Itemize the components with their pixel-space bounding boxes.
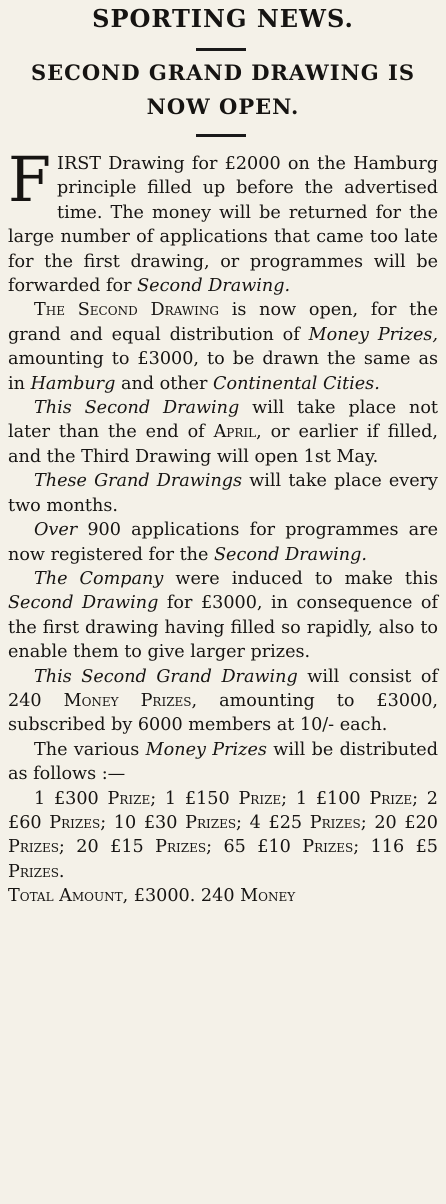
paragraph-3 — [8, 396, 438, 469]
text-italic: Money Prizes, — [308, 324, 438, 345]
text-italic: Second Drawing. — [137, 276, 291, 297]
text: 900 applications for programmes are now registered for the — [8, 520, 438, 565]
text-italic: These Grand Drawings — [34, 471, 243, 492]
paragraph-4 — [8, 469, 438, 518]
ad-title-line-1: SECOND GRAND DRAWING IS — [30, 60, 416, 85]
text: were induced to make this — [163, 568, 438, 589]
paragraph-2 — [8, 298, 438, 396]
text-italic: Second Drawing — [8, 593, 159, 614]
text: The various — [34, 739, 146, 760]
text-italic: Money Prizes — [145, 739, 267, 760]
text-smallcaps: Money Prizes, — [63, 690, 198, 711]
paragraph-8 — [8, 738, 438, 787]
text: amounting to £3000, subscribed by 6000 members at 10/- each. — [8, 690, 438, 736]
text-smallcaps: April, — [213, 422, 262, 443]
text-italic: The Company — [34, 568, 164, 589]
text: IRST Drawing for £2000 on the Hamburg principle filled up before the advertised time. The money will be returned for the large number of applications that came too late for the first drawing, or programmes will be forwarded for — [8, 154, 438, 297]
text: or earlier if filled, and the Third Drawing will open 1st May. — [8, 422, 438, 467]
paragraph-6 — [8, 567, 438, 665]
ad-title-line-2: NOW OPEN. — [146, 94, 300, 119]
text: will be distributed as follows :— — [8, 739, 438, 785]
text: will take place not later than the end of — [8, 398, 438, 443]
text: will consist of 240 — [8, 666, 439, 711]
text: and other — [115, 373, 214, 394]
text: will take place every two months. — [8, 471, 438, 516]
text-italic: This Second Drawing — [34, 398, 240, 419]
text-smallcaps: The Second Drawing — [34, 300, 219, 321]
text: for £3000, in consequence of the first drawing having filled so rapidly, also to enable them to give larger prizes. — [8, 593, 439, 663]
text-italic: Continental Cities. — [213, 373, 380, 394]
paragraph-1 — [8, 143, 438, 298]
section-heading: SPORTING NEWS. — [92, 4, 354, 33]
heading-rule — [196, 48, 246, 51]
title-rule — [196, 134, 246, 137]
article-body — [8, 143, 439, 909]
text-italic: Over — [34, 520, 78, 541]
prize-list: 1 £300 Prize; 1 £150 Prize; 1 £100 Prize; 2 £60 Prizes; 10 £30 Prizes; 4 £25 Prizes; 20 £20 Prizes; 20 £15 Prizes; 65 £10 Prizes; 116 £5 Prizes. — [8, 788, 438, 882]
paragraph-7 — [8, 665, 438, 738]
text-italic: Hamburg — [30, 373, 116, 394]
total-amount-line: Total Amount, £3000. 240 Money — [8, 886, 296, 907]
text: is now open, for the grand and equal distribution of — [8, 300, 438, 345]
text-italic: Second Drawing. — [214, 544, 367, 565]
drop-cap: F — [8, 143, 52, 216]
text-italic: This Second Grand Drawing — [34, 666, 298, 687]
paragraph-5 — [8, 518, 438, 567]
text: amounting to £3000, to be drawn the same as in — [8, 349, 438, 394]
